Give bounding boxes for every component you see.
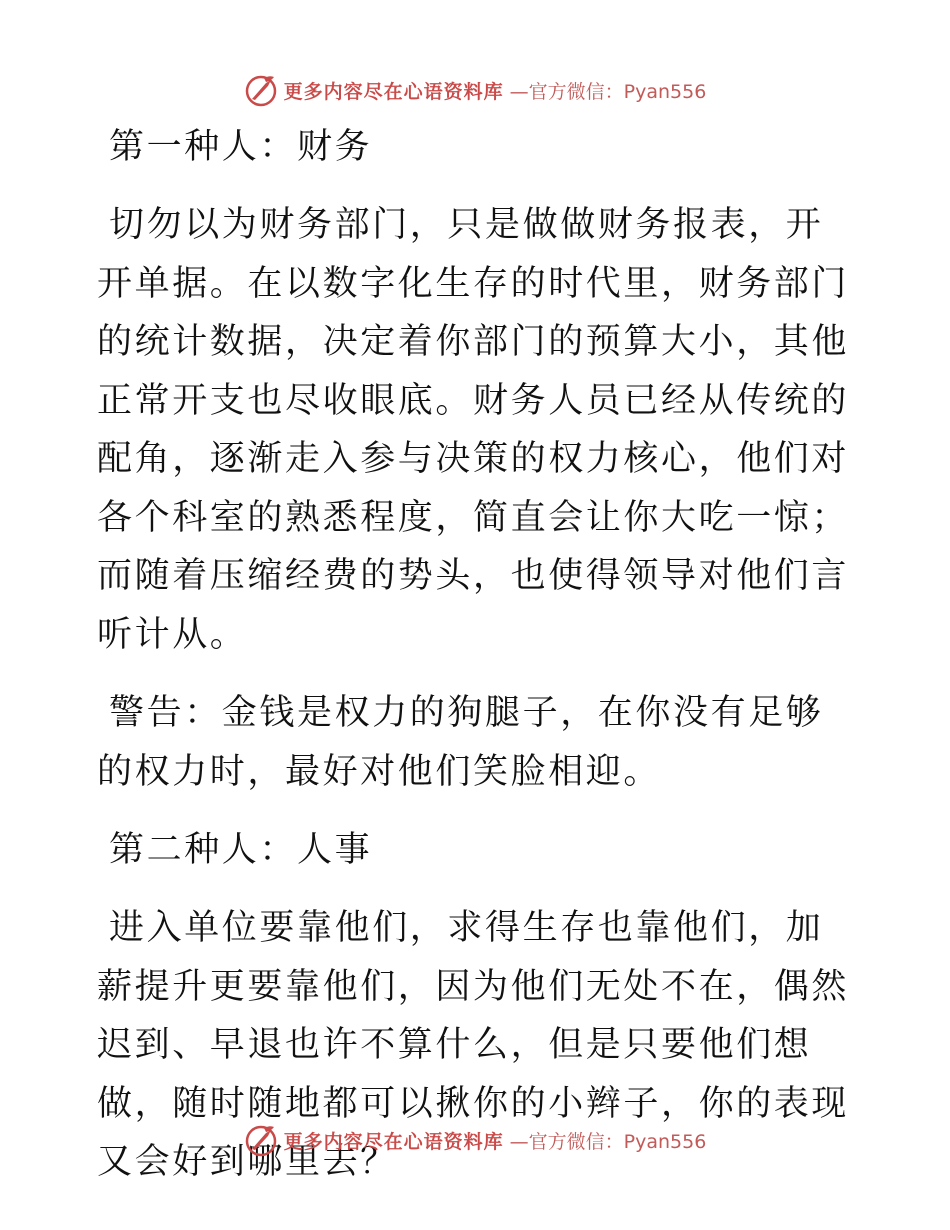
footer-watermark [0, 1120, 950, 1160]
section-heading-finance: 第一种人：财务 [109, 127, 373, 167]
section-heading-hr: 第二种人：人事 [109, 830, 373, 870]
header-watermark [0, 70, 950, 110]
watermark-text: 更多内容尽在心语资料库 [283, 80, 504, 103]
quill-pen-logo-icon [244, 1123, 278, 1157]
paragraph-hr: 进入单位要靠他们，求得生存也靠他们，加薪提升更要靠他们，因为他们无处不在，偶然迟到、早退也许不算什么，但是只要他们想做，随时随地都可以揪你的小辫子，你的表现又会好到哪里去？ [97, 908, 850, 1182]
document-body [97, 118, 857, 1192]
paragraph-finance: 切勿以为财务部门，只是做做财务报表，开开单据。在以数字化生存的时代里，财务部门的统计数据，决定着你部门的预算大小，其他正常开支也尽收眼底。财务人员已经从传统的配角，逐渐走入参与决策的权力核心，他们对各个科室的熟悉程度，简直会让你大吃一惊；而随着压缩经费的势头，也使得领导对他们言听计从。 [97, 205, 850, 655]
watermark-text: 更多内容尽在心语资料库 [283, 1130, 504, 1153]
watermark-suffix: —官方微信：Pyan556 [509, 80, 707, 103]
quill-pen-logo-icon [244, 73, 278, 107]
watermark-suffix: —官方微信：Pyan556 [509, 1130, 707, 1153]
paragraph-warning: 警告：金钱是权力的狗腿子，在你没有足够的权力时，最好对他们笑脸相迎。 [97, 693, 824, 792]
